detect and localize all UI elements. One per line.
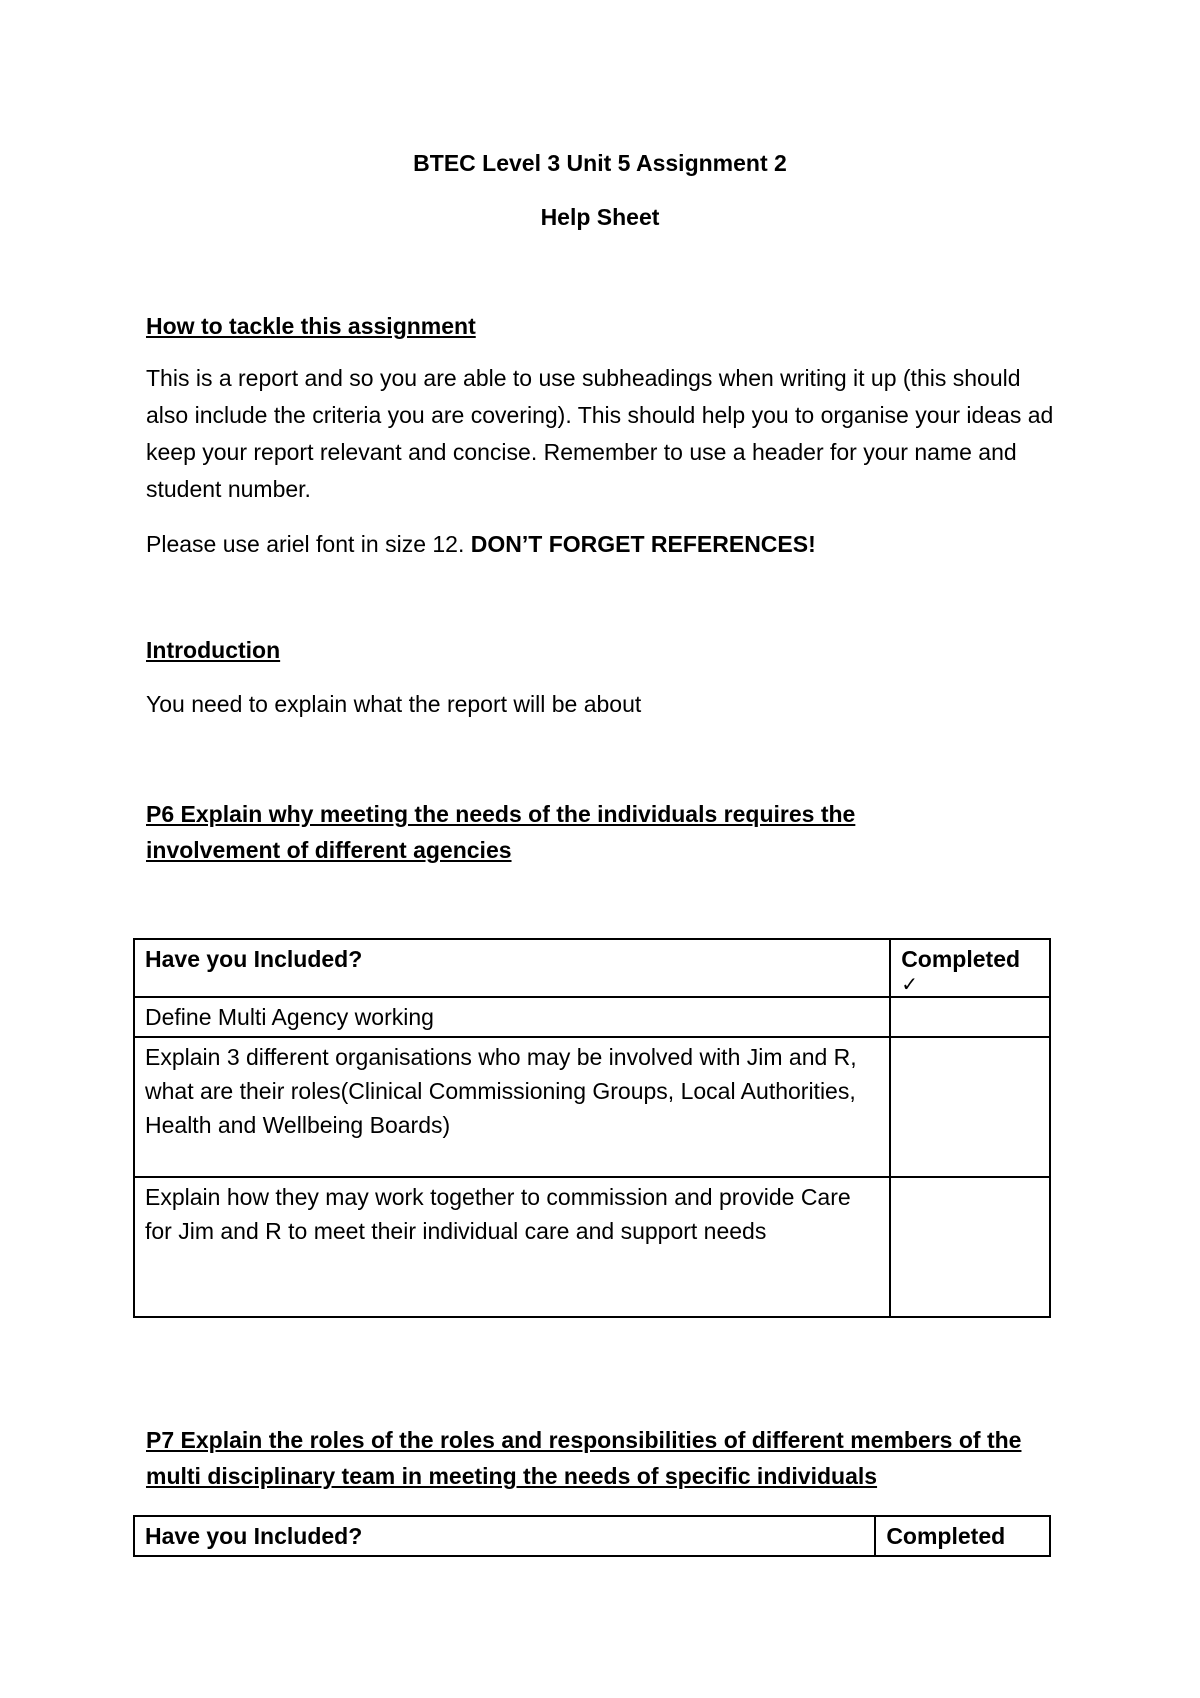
table-header-row (134, 939, 1050, 997)
row-item-text: Explain how they may work together to commission and provide Care for Jim and R to meet their individual care and support needs (134, 1177, 890, 1317)
how-to-heading: How to tackle this assignment (146, 313, 476, 339)
introduction-text: You need to explain what the report will be about (146, 691, 642, 717)
header-have-you-included: Have you Included? (134, 939, 890, 997)
header-have-you-included: Have you Included? (134, 1516, 875, 1556)
table-row (134, 1177, 1050, 1317)
row-completed-cell[interactable] (890, 1177, 1050, 1317)
row-completed-cell[interactable] (890, 1037, 1050, 1177)
header-completed: Completed (875, 1516, 1050, 1556)
header-completed-label: Completed (901, 946, 1021, 972)
p7-heading: P7 Explain the roles of the roles and responsibilities of different members of the multi disciplinary team in meeting the needs of specific individuals (146, 1427, 1022, 1489)
font-note-text: Please use ariel font in size 12. (146, 531, 471, 557)
table-header-row (134, 1516, 1050, 1556)
p6-checklist-table (133, 938, 1051, 1318)
table-row (134, 997, 1050, 1037)
p7-checklist-table (133, 1515, 1051, 1557)
row-completed-cell[interactable] (890, 997, 1050, 1037)
document-title: BTEC Level 3 Unit 5 Assignment 2 (413, 150, 787, 176)
header-completed (890, 939, 1050, 997)
row-item-text: Define Multi Agency working (134, 997, 890, 1037)
references-reminder: DON’T FORGET REFERENCES! (470, 531, 816, 557)
tick-icon: ✓ (901, 974, 918, 996)
introduction-heading: Introduction (146, 637, 281, 663)
document-subtitle: Help Sheet (540, 204, 660, 230)
p6-heading: P6 Explain why meeting the needs of the individuals requires the involvement of different agencies (146, 801, 856, 863)
font-note (146, 526, 1066, 563)
row-item-text: Explain 3 different organisations who may be involved with Jim and R, what are their roles(Clinical Commissioning Groups, Local Authorities, Health and Wellbeing Boards) (134, 1037, 890, 1177)
how-to-paragraph: This is a report and so you are able to use subheadings when writing it up (this should also include the criteria you are covering). This should help you to organise your ideas ad keep your report relevant and concise. Remember to use a header for your name and student number. (146, 365, 1054, 502)
table-row (134, 1037, 1050, 1177)
